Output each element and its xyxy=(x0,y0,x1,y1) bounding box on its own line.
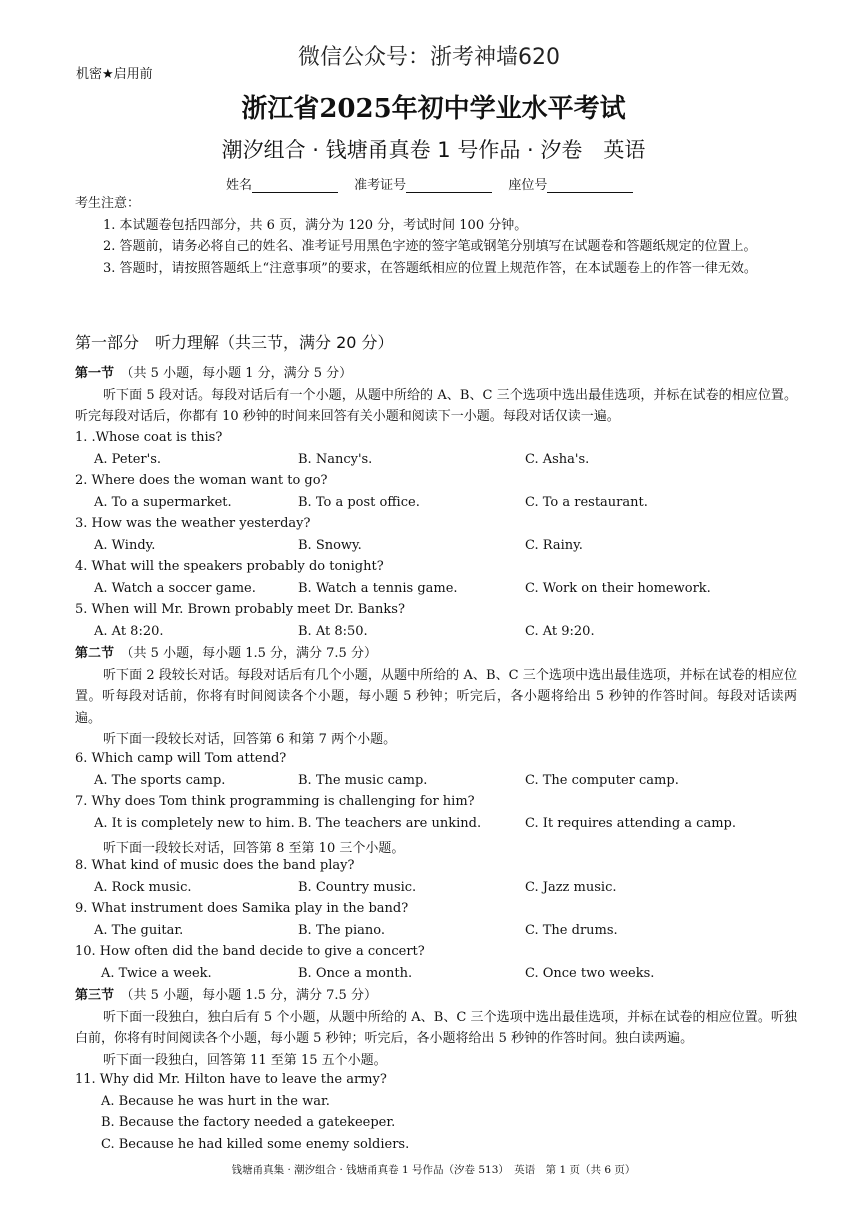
notice-title: 考生注意： xyxy=(75,196,141,211)
notice-item: 3. 答题时，请按照答题纸上“注意事项”的要求，在答题纸相应的位置上规范作答，在本试题卷上的作答一律无效。 xyxy=(103,260,757,276)
option-c: C. Jazz music. xyxy=(525,880,617,895)
question-stem: 4. What will the speakers probably do tonight? xyxy=(75,559,384,574)
option-a: A. It is completely new to him. xyxy=(94,816,295,831)
notice-item: 2. 答题前，请务必将自己的姓名、准考证号用黑色字迹的签字笔或钢笔分别填写在试题卷和答题纸规定的位置上。 xyxy=(103,239,757,254)
option-c: C. Asha's. xyxy=(525,452,590,467)
question-stem: 5. When will Mr. Brown probably meet Dr. Banks? xyxy=(75,602,405,617)
notice-section xyxy=(75,193,797,279)
option-b: B. Country music. xyxy=(298,880,417,895)
section-label: 第三节 xyxy=(75,988,115,1003)
question-stem: 3. How was the weather yesterday? xyxy=(75,516,311,531)
section-label: 第二节 xyxy=(75,646,115,661)
question-stem: 6. Which camp will Tom attend? xyxy=(75,751,287,766)
question-stem: 8. What kind of music does the band play? xyxy=(75,858,355,873)
option-b: B. Watch a tennis game. xyxy=(298,581,458,596)
section-info: （共 5 小题，每小题 1.5 分，满分 7.5 分） xyxy=(127,646,377,661)
exam-number-label: 准考证号 xyxy=(354,178,407,193)
option-b: B. The teachers are unkind. xyxy=(298,816,482,831)
section-instructions: 听下面 2 段较长对话。每段对话后有几个小题，从题中所给的 A、B、C 三个选项中选出最佳选项，并标在试卷的相应位置。听每段对话前，你将有时间阅读各个小题，每小题 5 秒钟；听完后，各小题将给出 5 秒钟的作答时间。每段对话读两遍。 xyxy=(75,667,797,726)
option-c: C. Rainy. xyxy=(525,538,583,553)
option-b: B. Snowy. xyxy=(298,538,362,553)
section-lead: 听下面一段较长对话，回答第 8 至第 10 三个小题。 xyxy=(103,841,405,856)
section-instructions: 听下面一段独白，独白后有 5 个小题，从题中所给的 A、B、C 三个选项中选出最佳选项，并标在试卷的相应位置。听独白前，你将有时间阅读各个小题，每小题 5 秒钟；听完后，各小题将给出 5 秒钟的作答时间。独白读两遍。 xyxy=(75,1009,797,1046)
exam-title: 浙江省2025年初中学业水平考试 xyxy=(241,94,626,124)
option-c: C. To a restaurant. xyxy=(525,495,648,510)
option-c: C. Work on their homework. xyxy=(525,581,711,596)
section2 xyxy=(75,643,797,751)
option-c: C. The drums. xyxy=(525,923,618,938)
option-a: A. Rock music. xyxy=(94,880,192,895)
notice-item: 1. 本试题卷包括四部分，共 6 页，满分为 120 分，考试时间 100 分钟。 xyxy=(103,217,528,233)
candidate-fields xyxy=(226,174,645,193)
page-footer: 钱塘甬真集 · 潮汐组合 · 钱塘甬真卷 1 号作品（汐卷 513） 英语 第 1 页（共 6 页） xyxy=(231,1164,636,1176)
option-b: B. To a post office. xyxy=(298,495,420,510)
section-info: （共 5 小题，每小题 1.5 分，满分 7.5 分） xyxy=(127,988,377,1003)
option-c: C. Once two weeks. xyxy=(525,966,655,981)
option-b: B. At 8:50. xyxy=(298,624,368,639)
option-a: A. Windy. xyxy=(94,538,156,553)
question-stem: 2. Where does the woman want to go? xyxy=(75,473,328,488)
section-lead: 听下面一段独白，回答第 11 至第 15 五个小题。 xyxy=(103,1052,387,1068)
name-label: 姓名 xyxy=(226,178,253,193)
option-a: A. The sports camp. xyxy=(94,773,226,788)
question-stem: 11. Why did Mr. Hilton have to leave the army? xyxy=(75,1072,387,1087)
exam-subtitle: 潮汐组合 · 钱塘甬真卷 1 号作品 · 汐卷 英语 xyxy=(221,138,646,162)
question-stem: 10. How often did the band decide to give a concert? xyxy=(75,944,425,959)
watermark-text: 微信公众号：浙考神墙620 xyxy=(298,45,560,70)
question-stem: 9. What instrument does Samika play in the band? xyxy=(75,901,409,916)
option-b: B. The piano. xyxy=(298,923,386,938)
option-b: B. Nancy's. xyxy=(298,452,373,467)
option-a: A. Because he was hurt in the war. xyxy=(101,1094,330,1109)
option-a: A. Peter's. xyxy=(94,452,162,467)
option-b: B. Because the factory needed a gatekeeper. xyxy=(101,1115,396,1130)
option-a: A. Watch a soccer game. xyxy=(94,581,256,596)
option-c: C. The computer camp. xyxy=(525,773,679,788)
section-instructions: 听下面 5 段对话。每段对话后有一个小题，从题中所给的 A、B、C 三个选项中选出最佳选项，并标在试卷的相应位置。听完每段对话后，你都有 10 秒钟的时间来回答有关小题和阅读下一小题。每段对话仅读一遍。 xyxy=(75,387,797,424)
option-c: C. At 9:20. xyxy=(525,624,595,639)
option-a: A. The guitar. xyxy=(94,923,184,938)
name-blank xyxy=(252,178,338,193)
part1-heading: 第一部分 听力理解（共三节，满分 20 分） xyxy=(75,333,394,352)
option-b: B. Once a month. xyxy=(298,966,413,981)
option-b: B. The music camp. xyxy=(298,773,428,788)
question-stem: 7. Why does Tom think programming is challenging for him? xyxy=(75,794,475,809)
option-a: A. At 8:20. xyxy=(94,624,164,639)
section-lead: 听下面一段较长对话，回答第 6 和第 7 两个小题。 xyxy=(103,732,397,747)
option-a: A. Twice a week. xyxy=(101,966,212,981)
option-c: C. Because he had killed some enemy soldiers. xyxy=(101,1137,410,1152)
confidential-label: 机密★启用前 xyxy=(76,67,153,82)
section-label: 第一节 xyxy=(75,366,115,381)
section1 xyxy=(75,363,797,428)
section3 xyxy=(75,985,797,1071)
seat-label: 座位号 xyxy=(508,178,548,193)
option-c: C. It requires attending a camp. xyxy=(525,816,736,831)
section-info: （共 5 小题，每小题 1 分，满分 5 分） xyxy=(127,366,353,381)
option-a: A. To a supermarket. xyxy=(94,495,232,510)
seat-blank xyxy=(547,178,633,193)
exam-number-blank xyxy=(406,178,492,193)
question-stem: 1. .Whose coat is this? xyxy=(75,430,223,445)
